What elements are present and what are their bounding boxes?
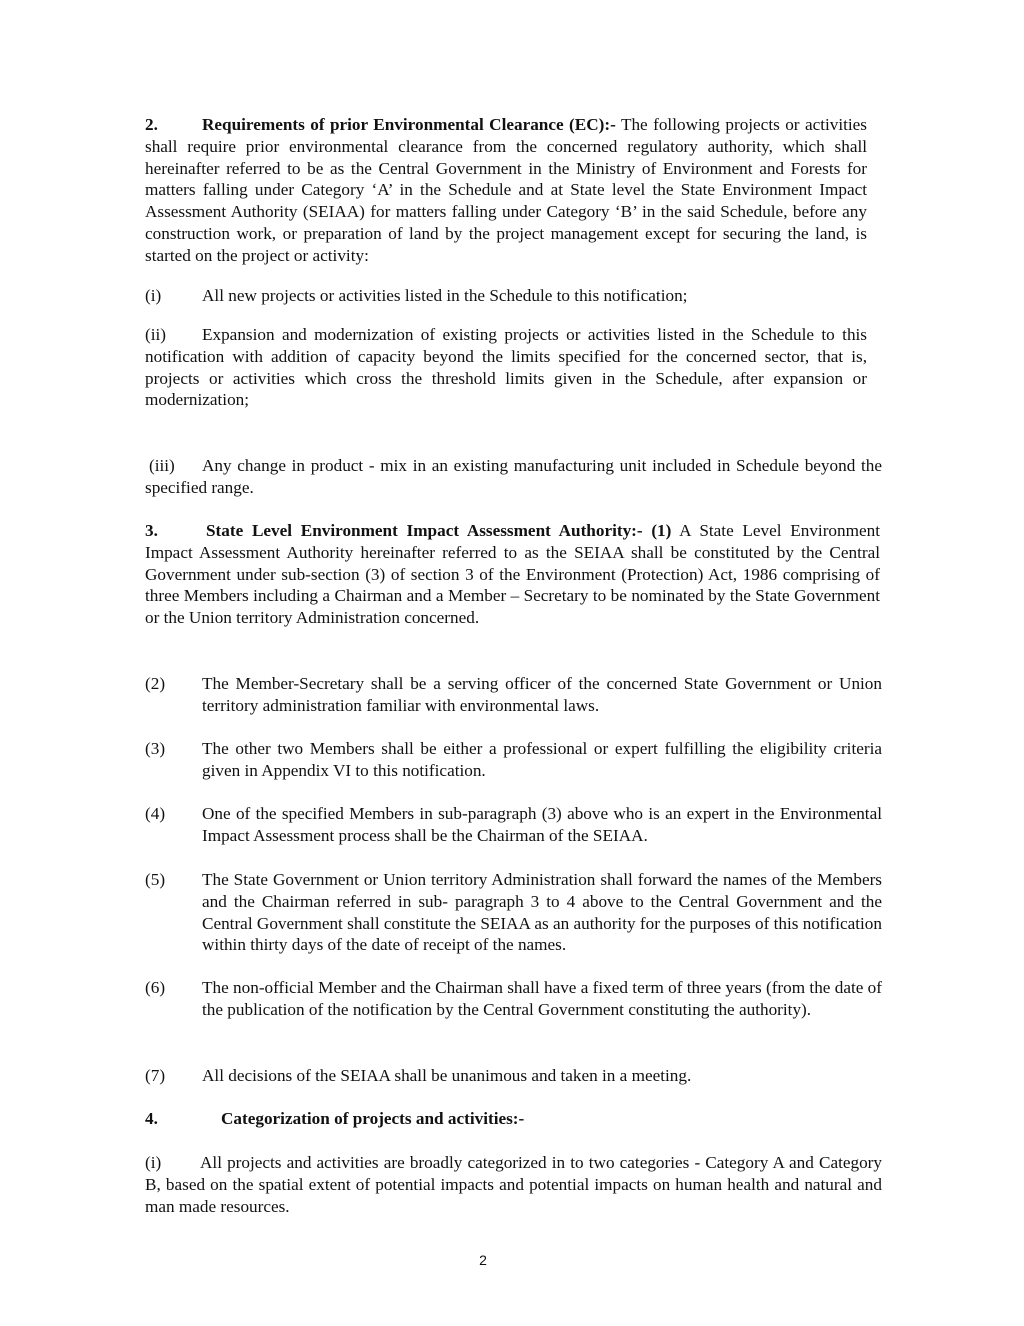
item-text: All decisions of the SEIAA shall be unanimous and taken in a meeting. <box>202 1066 692 1085</box>
section-4-number: 4. <box>145 1109 158 1128</box>
page-number: 2 <box>479 1252 487 1268</box>
section-2-paragraph <box>145 114 867 267</box>
section-3-item-5 <box>145 869 882 956</box>
item-label: (i) <box>145 1153 162 1172</box>
item-text: All new projects or activities listed in the Schedule to this notification; <box>202 286 688 305</box>
item-label: (3) <box>145 739 166 758</box>
section-4-heading: Categorization of projects and activities:- <box>221 1109 525 1128</box>
item-label: (4) <box>145 804 166 823</box>
section-3-item-4 <box>145 803 882 847</box>
section-3-number: 3. <box>145 521 158 540</box>
section-4-item-i <box>145 1152 882 1217</box>
item-label: (7) <box>145 1066 166 1085</box>
item-label: (2) <box>145 674 166 693</box>
item-label: (i) <box>145 286 162 305</box>
section-2-item-ii <box>145 324 867 411</box>
section-2-item-iii <box>145 455 882 499</box>
item-text: All projects and activities are broadly categorized in to two categories - Category A and Category B, based on the spatial extent of potential impacts and potential impacts on human health and natural and man made resources. <box>145 1153 882 1216</box>
section-3-item-2 <box>145 673 882 717</box>
section-3-intro: A State Level Environment Impact Assessment Authority hereinafter referred to as the SEIAA shall be constituted by the Central Government under sub-section (3) of section 3 of the Environment (Protection) Act, 1986 comprising of three Members including a Chairman and a Member – Secretary to be nominated by the State Government or the Union territory Administration concerned. <box>145 521 880 628</box>
item-label: (ii) <box>145 325 166 344</box>
item-text: The other two Members shall be either a professional or expert fulfilling the eligibility criteria given in Appendix VI to this notification. <box>202 739 882 780</box>
section-3-paragraph <box>145 520 880 629</box>
item-text: Any change in product - mix in an existing manufacturing unit included in Schedule beyond the specified range. <box>145 456 882 497</box>
item-text: The non-official Member and the Chairman shall have a fixed term of three years (from the date of the publication of the notification by the Central Government constituting the authority). <box>202 978 882 1019</box>
section-3-item-3 <box>145 738 882 782</box>
item-text: One of the specified Members in sub-paragraph (3) above who is an expert in the Environmental Impact Assessment process shall be the Chairman of the SEIAA. <box>202 804 882 845</box>
section-2-intro: The following projects or activities shall require prior environmental clearance from the concerned regulatory authority, which shall hereinafter referred to be as the Central Government in the Ministry of Environment and Forests for matters falling under Category ‘A’ in the Schedule and at State level the State Environment Impact Assessment Authority (SEIAA) for matters falling under Category ‘B’ in the said Schedule, before any construction work, or preparation of land by the project management except for securing the land, is started on the project or activity: <box>145 115 867 265</box>
item-text: The Member-Secretary shall be a serving officer of the concerned State Government or Union territory administration familiar with environmental laws. <box>202 674 882 715</box>
item-text: The State Government or Union territory Administration shall forward the names of the Members and the Chairman referred in sub- paragraph 3 to 4 above to the Central Government and the Central Government shall constitute the SEIAA as an authority for the purposes of this notification within thirty days of the date of receipt of the names. <box>202 870 882 955</box>
section-2-item-i <box>145 285 867 307</box>
item-label: (6) <box>145 978 166 997</box>
section-2-heading: Requirements of prior Environmental Clearance (EC):- <box>202 115 616 134</box>
item-text: Expansion and modernization of existing projects or activities listed in the Schedule to this notification with addition of capacity beyond the limits specified for the concerned sector, that is, projects or activities which cross the threshold limits given in the Schedule, after expansion or modernization; <box>145 325 867 410</box>
section-2-number: 2. <box>145 115 158 134</box>
section-3-item-7 <box>145 1065 882 1087</box>
section-3-heading: State Level Environment Impact Assessment Authority:- (1) <box>206 521 672 540</box>
item-label: (iii) <box>149 456 175 475</box>
section-3-item-6 <box>145 977 882 1021</box>
item-label: (5) <box>145 870 166 889</box>
section-4-heading-line <box>145 1108 882 1130</box>
